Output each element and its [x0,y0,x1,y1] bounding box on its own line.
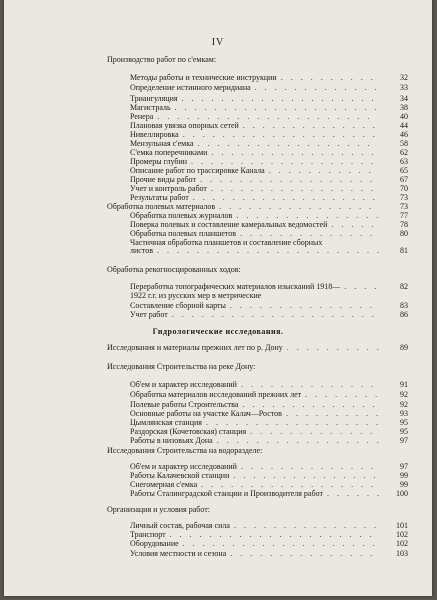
toc-entry-text: Личный состав, рабочая сила [130,521,230,530]
toc-entry-page-number: 67 [400,175,408,184]
toc-entry-text: Промеры глубин [130,157,188,166]
toc-entry-leader-dots: . . . . . . . . . . . [268,166,374,175]
toc-entry-page-number: 95 [400,418,408,427]
page-number: IV [211,37,225,48]
toc-entry-text: Методы работы и технические инструкции [130,73,277,82]
toc-entry-page-number: 58 [400,139,408,148]
toc-entry-leader-dots: . . . . . . . . . . . . . . . . . . . . . [171,310,377,319]
toc-entry-leader-dots: . . . . . . . . . . . . . . . . . [211,148,377,157]
toc-entry-leader-dots: . . . . . . . . . . . . . . . [229,301,375,310]
toc-entry [130,73,277,83]
section-heading-centered: Гидрологические исследования. [152,327,284,336]
toc-entry [130,489,323,499]
section-heading-text: Исследования Строительства на водоразделе: [107,446,263,455]
toc-entry-leader-dots: . . . . . [331,220,377,229]
toc-entry-page-number: 97 [400,436,408,445]
section-heading [107,505,210,515]
toc-entry-text: Учет и контроль работ [130,184,207,193]
section-heading-leader-dots: . . . . . . . . . . . . . . . . [219,202,375,211]
toc-entry-page-number: 101 [396,521,408,530]
toc-entry-leader-dots: . . . . . . . . . . . . . . . . . . . . . [169,530,375,539]
toc-entry-leader-dots: . . . . . . [326,489,382,498]
toc-entry-text: Работы Калачевской станции [130,471,230,480]
toc-entry [130,246,153,256]
section-heading-text: Организация и условия работ: [107,505,210,514]
toc-entry-text: Снегомерная с'емка [130,480,198,489]
toc-entry [130,539,179,549]
toc-entry [130,390,301,400]
toc-entry-page-number: 86 [400,310,408,319]
toc-entry-leader-dots: . . . . . . . . . . . . . . . . . . [201,480,377,489]
toc-entry-leader-dots: . . . . . . . . . . . . . [250,427,376,436]
section-heading-text: Производство работ по с'емкам: [107,55,217,64]
toc-entry-text: Цымлянская станция [130,418,202,427]
toc-entry-text: Обработка полевых планшетов [130,229,237,238]
book-page [4,0,432,596]
toc-entry [130,549,226,559]
toc-entry-leader-dots: . . . . . . . . . . . . . . [240,380,376,389]
toc-entry-text: Основные работы на участке Калач—Ростов [130,409,282,418]
toc-entry-page-number: 78 [400,220,408,229]
toc-entry-page-number: 33 [400,83,408,92]
section-heading [107,265,241,275]
toc-entry-text: Нивеллировка [130,130,179,139]
toc-entry-text: Переработка топографических материалов изысканий 1918— [130,282,341,291]
section-heading-text: Обработка рекогносцированных ходов: [107,265,241,274]
toc-entry-text: Об'ем и характер исследований [130,380,237,389]
toc-entry-text: Обработка материалов исследований прежних лет [130,390,302,399]
toc-entry-leader-dots: . . . . . . . . . . [280,73,376,82]
toc-entry [130,291,261,301]
toc-entry-page-number: 44 [400,121,408,130]
toc-entry-leader-dots: . . . . . . . . . . . . . . [242,121,378,130]
toc-entry-leader-dots: . . . . . . . . . . . . . . . . . . . [192,193,378,202]
section-heading [107,446,262,456]
toc-entry-page-number: 92 [400,400,408,409]
toc-entry-leader-dots: . . . . . . . . [305,390,381,399]
toc-entry-text: Результаты работ [130,193,189,202]
toc-entry-text: Работы Сталинградской станции и Производителя работ [130,489,323,498]
toc-entry-leader-dots: . . . . . . . . . . . . . [254,83,380,92]
toc-entry-leader-dots: . . . . . . . . . . . . . . . . . . . . . [174,103,380,112]
toc-entry-page-number: 32 [400,73,408,82]
toc-entry-page-number: 102 [396,530,408,539]
toc-entry-page-number: 81 [400,246,408,255]
toc-entry-leader-dots: . . . . . . . . . . . . . . . . . [216,436,382,445]
toc-entry-text: Работы в низовьях Дона [130,436,213,445]
toc-entry-leader-dots: . . . . . . . . . . . . . . . . . . . . [181,94,377,103]
toc-entry-page-number: 80 [400,229,408,238]
section-heading-leader-dots: . . . . . . . . . . [286,343,382,352]
toc-entry-page-number: 102 [396,539,408,548]
toc-entry [130,310,168,320]
toc-entry-page-number: 70 [400,184,408,193]
toc-entry-text: Описание работ по трассировке Канала [130,166,265,175]
toc-entry-leader-dots: . . . . . . . . . . . . . . . . . . . . . . [157,112,373,121]
toc-entry-text: Учет работ [130,310,168,319]
toc-entry-leader-dots: . . . . . . . . . . . . . . . [230,549,376,558]
toc-entry-page-number: 77 [400,211,408,220]
toc-entry-page-number: 99 [400,480,408,489]
toc-entry-page-number: 65 [400,166,408,175]
section-heading-text: Исследования и материалы прежних лет по р. Дону [107,343,283,352]
toc-entry-page-number: 38 [400,103,408,112]
toc-entry-leader-dots: . . . . . . . . . . . . . . [242,400,378,409]
toc-entry-page-number: 91 [400,380,408,389]
toc-entry-page-number: 34 [400,94,408,103]
toc-entry-page-number: 97 [400,462,408,471]
toc-entry-text: Поверка полевых и составление камеральных ведомостей [130,220,328,229]
toc-entry-page-number: 73 [400,193,408,202]
toc-entry-leader-dots: . . . . . . . . . . . . . . [240,462,376,471]
toc-entry-page-number: 103 [396,549,408,558]
section-heading [107,362,255,372]
toc-entry-text: Магистраль [130,103,171,112]
toc-entry-page-number: 100 [396,489,408,498]
toc-entry-text: Ренера [130,112,154,121]
toc-entry-page-number: 95 [400,427,408,436]
toc-entry-leader-dots: . . . . . . . . . . . . . . [240,229,376,238]
toc-entry-page-number: 63 [400,157,408,166]
toc-entry-leader-dots: . . . . . . . . . . . . . . . . . . [197,139,373,148]
toc-entry-text: Раздорская (Кочетовская) станция [130,427,247,436]
toc-entry-text: Определение истинного меридиана [130,83,251,92]
toc-entry-text: Об'ем и характер исследований [130,462,237,471]
toc-entry-page-number: 62 [400,148,408,157]
toc-entry [130,436,213,446]
section-heading-page-number: 89 [400,343,408,352]
toc-entry-leader-dots: . . . . . . . . . . . . . . . [233,471,379,480]
toc-entry-text: Частичная обработка планшетов и составление сборных [130,238,323,247]
toc-entry-page-number: 99 [400,471,408,480]
toc-entry-text: Полевые работы Строительства [130,400,239,409]
toc-entry-text: листов [130,246,153,255]
toc-entry-leader-dots: . . . . . . . . . . . . . . . . . . [199,175,375,184]
toc-entry-page-number: 93 [400,409,408,418]
toc-entry-leader-dots: . . . . . . . . . . [285,409,381,418]
section-heading-text: Исследования Строительства на реке Дону: [107,362,256,371]
toc-entry [130,83,251,93]
toc-entry-text: Обработка полевых журналов [130,211,233,220]
toc-entry-page-number: 46 [400,130,408,139]
toc-entry-page-number: 83 [400,301,408,310]
toc-entry-leader-dots: . . . . . . . . . . . . . . . [233,521,379,530]
toc-entry-leader-dots: . . . . . . . . . . . . . . . [236,211,382,220]
toc-entry-page-number: 82 [400,282,408,291]
section-heading-page-number: 73 [400,202,408,211]
toc-entry [130,380,237,390]
section-heading-text: Обработка полевых материалов [107,202,216,211]
toc-entry-leader-dots: . . . . . . . . . . . . . . . . . . . [191,157,377,166]
toc-entry-page-number: 40 [400,112,408,121]
toc-entry-text: Прочие виды работ [130,175,196,184]
toc-entry-text: Условия местности и сезона [130,549,227,558]
toc-entry-text: С'емка поперечниками [130,148,208,157]
toc-entry-leader-dots: . . . . . . . . . . . . . . . . . . [205,418,381,427]
toc-entry-text: 1922 г.г. из русских мер в метрические [130,291,262,300]
toc-entry-leader-dots: . . . . . . . . . . . . . . . . . [210,184,376,193]
toc-entry-leader-dots: . . . . [344,282,380,291]
section-heading [107,55,216,65]
toc-entry-leader-dots: . . . . . . . . . . . . . . . . . . . . . . . [157,246,382,255]
toc-entry-page-number: 92 [400,390,408,399]
toc-entry-text: Составление сборной карты [130,301,226,310]
toc-entry-leader-dots: . . . . . . . . . . . . . . . . . . . . [182,130,378,139]
toc-entry-leader-dots: . . . . . . . . . . . . . . . . . . . . [182,539,378,548]
toc-entry-text: Мензульная с'емка [130,139,194,148]
toc-entry-text: Оборудование [130,539,179,548]
toc-entry-text: Триангуляция [130,94,178,103]
toc-entry-text: Транспорт [130,530,166,539]
toc-entry-text: Плановая увязка опорных сетей [130,121,239,130]
section-heading [107,343,283,353]
